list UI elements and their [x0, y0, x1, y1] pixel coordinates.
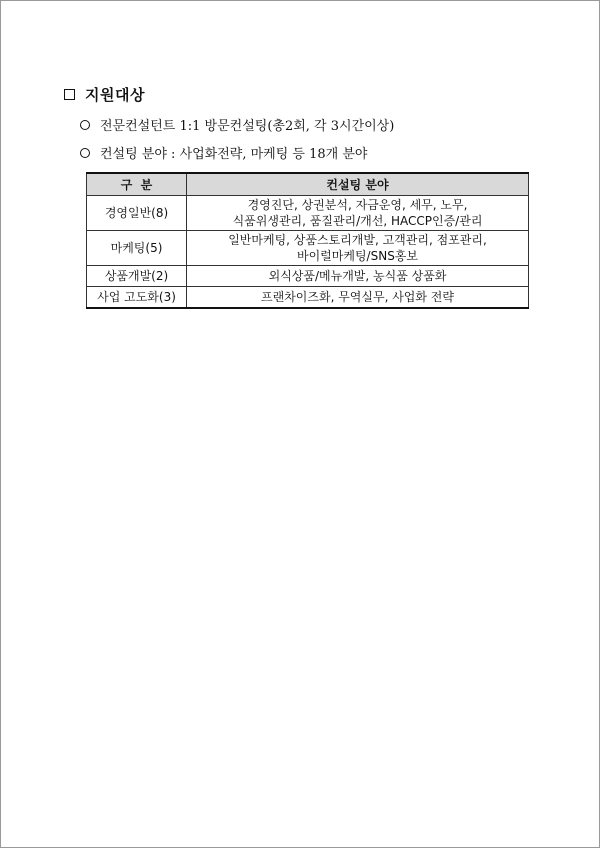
field-line: 외식상품/메뉴개발, 농식품 상품화 — [268, 269, 447, 283]
row-fields — [187, 231, 529, 266]
table-row — [87, 287, 529, 309]
circle-bullet-icon — [80, 120, 90, 130]
field-line: 식품위생관리, 품질관리/개선, HACCP인증/관리 — [232, 214, 483, 228]
field-line: 일반마케팅, 상품스토리개발, 고객관리, 점포관리, — [228, 233, 487, 247]
field-line: 경영진단, 상권분석, 자금운영, 세무, 노무, — [247, 198, 468, 212]
square-bullet-icon — [64, 89, 75, 100]
row-category: 마케팅(5) — [87, 231, 187, 266]
row-category: 경영일반(8) — [87, 196, 187, 231]
table-row — [87, 266, 529, 287]
section-title: 지원대상 — [85, 86, 145, 104]
bullet-text: 컨설팅 분야 : 사업화전략, 마케팅 등 18개 분야 — [100, 147, 368, 162]
consulting-fields-table — [86, 172, 529, 309]
row-category: 사업 고도화(3) — [87, 287, 187, 309]
circle-bullet-icon — [80, 148, 90, 158]
row-category: 상품개발(2) — [87, 266, 187, 287]
header-category: 구 분 — [87, 173, 187, 196]
header-fields: 컨설팅 분야 — [187, 173, 529, 196]
field-line: 프랜차이즈화, 무역실무, 사업화 전략 — [261, 290, 454, 304]
table-row — [87, 196, 529, 231]
section-heading — [64, 84, 145, 105]
field-line: 바이럴마케팅/SNS홍보 — [297, 249, 418, 263]
row-fields — [187, 287, 529, 309]
row-fields — [187, 196, 529, 231]
row-fields — [187, 266, 529, 287]
bullet-text: 전문컨설턴트 1:1 방문컨설팅(총2회, 각 3시간이상) — [100, 119, 395, 134]
bullet-item — [80, 143, 367, 162]
table-row — [87, 231, 529, 266]
bullet-item — [80, 115, 394, 134]
